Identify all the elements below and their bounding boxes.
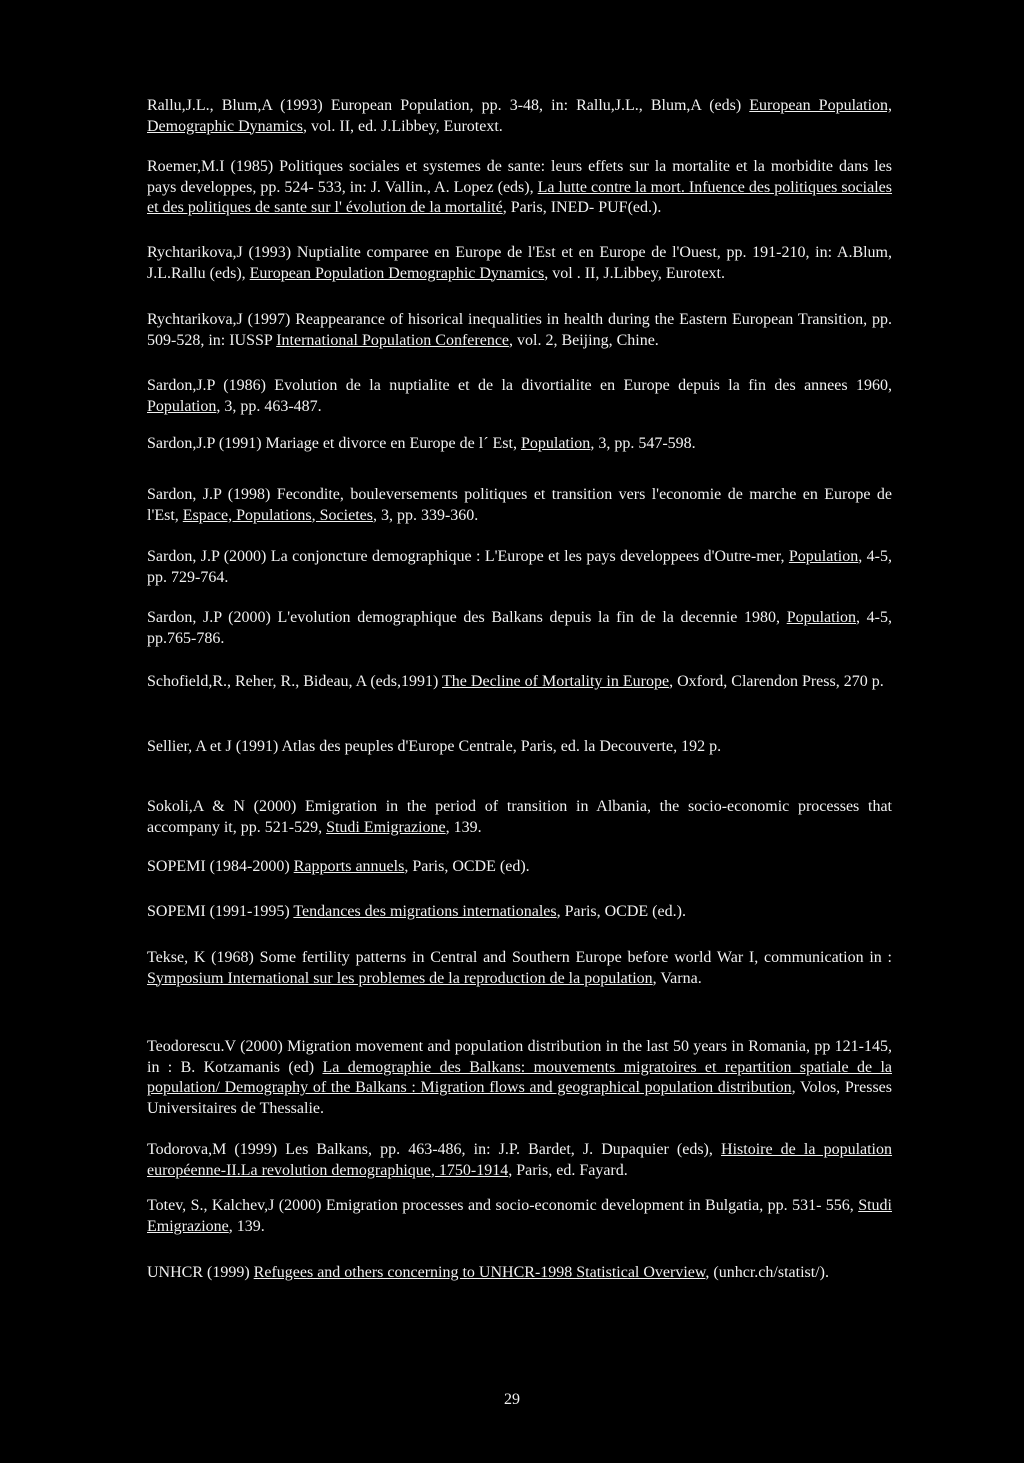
reference-text: Roemer,M.I (1985) Politiques sociales et systemes de sante: leurs effets sur la mortalite et la morbidite dans les pays developpes, pp. 524- 533, in: J. Vallin., A. Lopez (eds), (147, 158, 892, 196)
reference-text: Rychtarikova,J (1993) Nuptialite comparee en Europe de l'Est et en Europe de l'Ouest, pp. 191-210, in: A.Blum, J.L.Rallu (eds), (147, 244, 892, 282)
reference-title: Tendances des migrations internationales (293, 903, 557, 920)
reference-title: Population (147, 397, 217, 415)
reference-entry (147, 672, 892, 693)
reference-entry (147, 157, 892, 219)
reference-title: Refugees and others concerning to UNHCR-1998 Statistical Overview (253, 1264, 706, 1281)
reference-entry (147, 737, 892, 758)
reference-title: Studi Emigrazione (326, 818, 446, 836)
reference-text: Schofield,R., Reher, R., Bideau, A (eds,1991) (147, 673, 443, 690)
reference-text: Rychtarikova,J (1997) Reappearance of hisorical inequalities in health during the Eastern European Transition, pp. 509-528, in: IUSSP (147, 311, 892, 349)
reference-entry (147, 948, 892, 989)
reference-entry (147, 547, 892, 588)
reference-title: Population (788, 548, 859, 565)
reference-title: Symposium International sur les problemes de la reproduction de la population (147, 969, 653, 987)
reference-text: , 3, pp. 339-360. (372, 506, 479, 524)
reference-text: , 4-5, pp. 729-764. (147, 548, 893, 586)
reference-text: , vol . II, J.Libbey, Eurotext. (544, 264, 725, 282)
reference-text: Sardon, J.P (1998) Fecondite, bouleversements politiques et transition vers l'economie de marche en Europe de l'Est, (147, 486, 892, 524)
reference-title: European Population Demographic Dynamics (249, 264, 545, 282)
reference-text: Sardon, J.P (2000) La conjoncture demographique : L'Europe et les pays developpees d'Outre-mer, (147, 548, 789, 565)
reference-text: Sardon,J.P (1986) Evolution de la nuptialite et de la divortialite en Europe depuis la fin des annees 1960, (147, 377, 892, 394)
reference-text: Totev, S., Kalchev,J (2000) Emigration processes and socio-economic development in Bulgatia, pp. 531- 556, (147, 1197, 859, 1214)
reference-title: Population (520, 435, 591, 452)
reference-entry (147, 96, 892, 137)
reference-text: , 4-5, pp.765-786. (147, 609, 893, 647)
reference-text: SOPEMI (1991-1995) (147, 903, 294, 920)
reference-entry (147, 1037, 892, 1119)
page-number: 29 (504, 1391, 520, 1408)
reference-entry (147, 243, 892, 284)
reference-text: UNHCR (1999) (147, 1264, 254, 1281)
reference-text: Sokoli,A & N (2000) Emigration in the period of transition in Albania, the socio-economic processes that accompany it, pp. 521-529, (147, 798, 892, 836)
reference-text: SOPEMI (1984-2000) (147, 858, 294, 875)
reference-text: Teodorescu.V (2000) Migration movement and population distribution in the last 50 years in Romania, pp 121-145, in : B. Kotzamanis (ed) (147, 1038, 892, 1076)
reference-title: Histoire de la population européenne-II.La revolution demographique, 1750-1914 (147, 1141, 893, 1179)
reference-text: Todorova,M (1999) Les Balkans, pp. 463-486, in: J.P. Bardet, J. Dupaquier (eds), (147, 1141, 722, 1158)
reference-text: , Paris, INED- PUF(ed.). (502, 199, 662, 216)
reference-entry (147, 1263, 892, 1284)
reference-text: Sardon, J.P (2000) L'evolution demographique des Balkans depuis la fin de la decennie 1980, (147, 609, 787, 626)
reference-text: , vol. 2, Beijing, Chine. (509, 331, 659, 349)
reference-text: , 139. (445, 818, 482, 836)
reference-title: International Population Conference (276, 331, 510, 349)
reference-text: , Varna. (652, 969, 702, 987)
reference-title: European Population, Demographic Dynamics (147, 97, 893, 135)
reference-entry (147, 797, 892, 838)
reference-title: Rapports annuels (293, 858, 405, 875)
reference-entry (147, 434, 892, 455)
reference-text: , Paris, OCDE (ed.). (556, 903, 686, 920)
reference-text: Tekse, K (1968) Some fertility patterns in Central and Southern Europe before world War I, communication in : (147, 949, 892, 966)
reference-title: The Decline of Mortality in Europe (442, 673, 670, 690)
reference-entry (147, 1196, 892, 1237)
reference-entry (147, 376, 892, 417)
reference-title: Studi Emigrazione (147, 1197, 892, 1235)
reference-text: Rallu,J.L., Blum,A (1993) European Population, pp. 3-48, in: Rallu,J.L., Blum,A (eds) (147, 97, 750, 114)
reference-text: Sardon,J.P (1991) Mariage et divorce en Europe de l´ Est, (147, 435, 521, 452)
reference-entry (147, 902, 892, 923)
reference-text: , Oxford, Clarendon Press, 270 p. (669, 673, 884, 690)
reference-text: , (unhcr.ch/statist/). (705, 1264, 829, 1281)
reference-text: , 3, pp. 463-487. (216, 397, 322, 415)
reference-text: , Paris, ed. Fayard. (508, 1161, 628, 1179)
reference-entry (147, 310, 892, 351)
reference-text: , vol. II, ed. J.Libbey, Eurotext. (302, 117, 503, 135)
reference-text: , Paris, OCDE (ed). (404, 858, 530, 875)
reference-entry (147, 1140, 892, 1181)
reference-text: , 3, pp. 547-598. (590, 435, 696, 452)
reference-entry (147, 857, 892, 878)
reference-text: Sellier, A et J (1991) Atlas des peuples d'Europe Centrale, Paris, ed. la Decouverte, 192 p. (147, 738, 722, 755)
reference-title: La demographie des Balkans: mouvements migratoires et repartition spatiale de la population/ Demography of the Balkans : Migration flows and geographical population distribution (147, 1058, 892, 1096)
reference-title: La lutte contre la mort. Infuence des politiques sociales et des politiques de sante sur l' évolution de la mortalité (147, 178, 893, 216)
reference-text: , Volos, Presses Universitaires de Thessalie. (147, 1079, 892, 1117)
reference-title: Population (786, 609, 857, 626)
reference-entry (147, 485, 892, 526)
reference-text: , 139. (228, 1217, 265, 1235)
reference-entry (147, 608, 892, 649)
reference-title: Espace, Populations, Societes (182, 506, 373, 524)
